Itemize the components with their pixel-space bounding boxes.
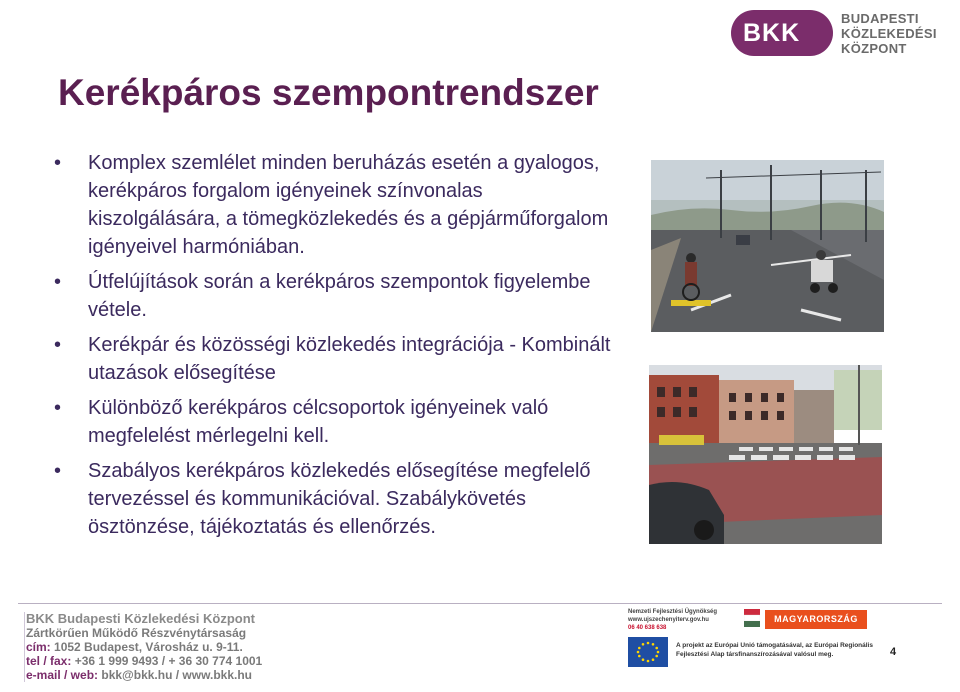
bullet-text: Szabályos kerékpáros közlekedés elősegítése megfelelő tervezéssel és kommunikációval. Szabálykövetés ösztönzése, tájékoztatás és ellenőrzés.	[88, 460, 591, 538]
bullet-dot-icon: •	[54, 271, 62, 293]
bullet-dot-icon: •	[54, 334, 62, 356]
agency-info	[628, 608, 748, 632]
footer-company: BKK Budapesti Közlekedési Központ	[26, 611, 255, 626]
bullet-dot-icon: •	[54, 152, 62, 174]
agency-phone: 06 40 638 638	[628, 625, 667, 631]
footer-contact-block	[26, 612, 266, 682]
bullet-text: Útfelújítások során a kerékpáros szempontok figyelembe vétele.	[88, 271, 591, 321]
footer-address-value: 1052 Budapest, Városház u. 9-11.	[54, 640, 243, 654]
footer-phone-label: tel / fax:	[26, 654, 72, 668]
logo-badge-text: BKK	[743, 19, 801, 47]
footer-contact-value: bkk@bkk.hu / www.bkk.hu	[101, 668, 252, 682]
bkk-logo	[731, 10, 941, 60]
agency-website: www.ujszechenyiterv.gov.hu	[628, 617, 709, 623]
footer-phone	[26, 654, 266, 668]
footer-divider	[18, 603, 942, 604]
eu-funding-note: A projekt az Európai Unió támogatásával, az Európai Regionális Fejlesztési Alap társfinanszírozásával valósul meg.	[676, 642, 873, 658]
logo-line-2: KÖZLEKEDÉSI	[841, 26, 937, 41]
bkk-logo-icon	[731, 10, 833, 56]
footer-address	[26, 640, 266, 654]
bullet-item	[54, 457, 619, 541]
photo-bridge-cyclists	[651, 160, 884, 332]
bullet-dot-icon: •	[54, 397, 62, 419]
bullet-item	[54, 331, 619, 387]
hungarian-flag-icon	[744, 609, 760, 627]
bullet-item	[54, 149, 619, 261]
bullet-text: Különböző kerékpáros célcsoportok igényeinek való megfelelést mérlegelni kell.	[88, 397, 549, 447]
footer-address-label: cím:	[26, 640, 51, 654]
footer-company-type: Zártkörűen Működő Részvénytársaság	[26, 626, 247, 640]
bullet-text: Kerékpár és közösségi közlekedés integrációja - Kombinált utazások elősegítése	[88, 334, 611, 384]
eu-flag-icon	[628, 637, 668, 667]
footer-contact	[26, 668, 266, 682]
slide-title: Kerékpáros szempontrendszer	[58, 72, 599, 113]
bullet-item	[54, 268, 619, 324]
footer-phone-value: +36 1 999 9493 / + 36 30 774 1001	[74, 654, 263, 668]
bullet-text: Komplex szemlélet minden beruházás esetén a gyalogos, kerékpáros forgalom igényeinek színvonalas kiszolgálására, a tömegközlekedés és a gépjárműforgalom igényeivel harmóniában.	[88, 152, 609, 258]
footer-vertical-line	[24, 612, 25, 682]
agency-name: Nemzeti Fejlesztési Ügynökség	[628, 609, 718, 615]
logo-line-1: BUDAPESTI	[841, 11, 919, 26]
logo-line-3: KÖZPONT	[841, 41, 907, 56]
bullet-dot-icon: •	[54, 460, 62, 482]
footer-contact-label: e-mail / web:	[26, 668, 99, 682]
hungary-renews-badge: MAGYARORSZÁG MEGÚJUL	[765, 610, 867, 629]
bullet-item	[54, 394, 619, 450]
bullet-list	[54, 149, 619, 548]
page-number: 4	[890, 646, 897, 658]
photo-street-crossing	[649, 365, 882, 544]
